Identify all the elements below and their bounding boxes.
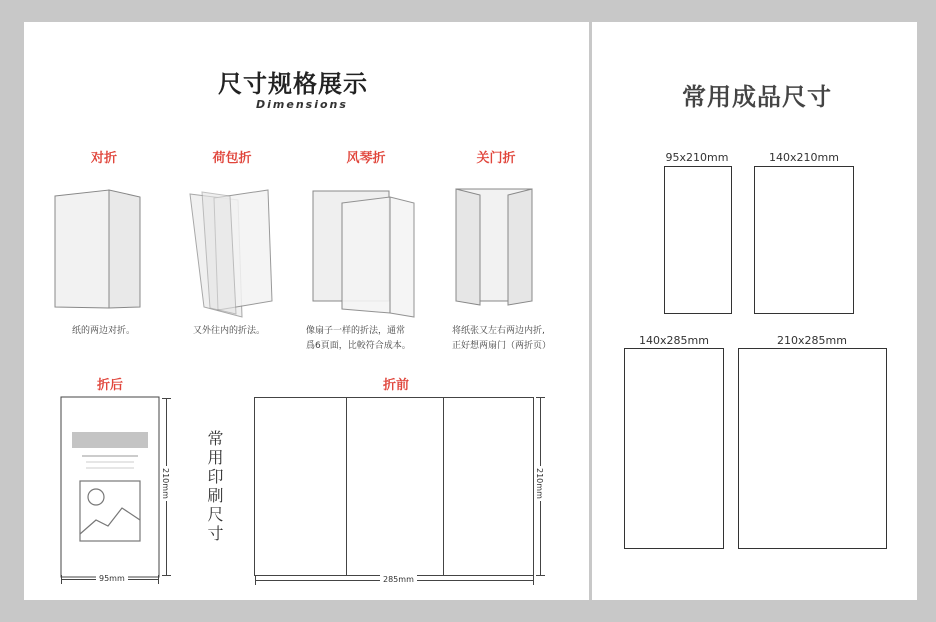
before-width-dim: 285mm	[380, 575, 417, 584]
fold-desc-pocket: 又外往内的折法。	[193, 326, 266, 336]
size-label-140x210: 140x210mm	[769, 151, 839, 164]
size-box-95x210	[664, 166, 732, 314]
size-box-140x285	[624, 348, 724, 549]
bifold-illustration	[49, 182, 149, 312]
before-fold-label: 折前	[382, 378, 409, 393]
before-height-dim: 210mm	[535, 468, 544, 499]
left-panel	[24, 22, 589, 600]
size-label-210x285: 210x285mm	[777, 334, 847, 347]
folded-leaflet	[60, 396, 160, 578]
unfolded-sheet	[254, 397, 534, 577]
after-width-dim: 95mm	[96, 574, 128, 583]
accordion-fold-illustration	[310, 189, 425, 329]
fold-desc-accordion-1: 像扇子一样的折法，通常	[306, 326, 406, 336]
fold-desc-gate-2: 正好想两扇门（两折页）	[452, 341, 552, 351]
size-box-140x210	[754, 166, 854, 314]
fold-label-pocket: 荷包折	[212, 151, 252, 166]
fold-label-accordion: 风琴折	[346, 151, 386, 166]
right-panel	[592, 22, 917, 600]
size-label-140x285: 140x285mm	[639, 334, 709, 347]
fold-label-gate: 关门折	[476, 151, 516, 166]
size-box-210x285	[738, 348, 887, 549]
gate-fold-illustration	[450, 185, 540, 310]
pocket-fold-illustration	[184, 184, 284, 319]
after-height-dim: 210mm	[161, 468, 170, 499]
fold-desc-accordion-2: 爲6頁面，比較符合成本。	[306, 341, 411, 351]
fold-desc-gate-1: 将纸张又左右两边内折,	[452, 326, 545, 336]
page-title: 尺寸规格展示	[218, 70, 368, 98]
fold-desc-bi: 纸的两边对折。	[72, 326, 136, 336]
fold-label-bi: 对折	[90, 151, 117, 166]
size-label-95x210: 95x210mm	[665, 151, 729, 164]
title-bar-placeholder	[72, 432, 148, 448]
common-sizes-title: 常用成品尺寸	[682, 83, 832, 111]
page-subtitle: Dimensions	[256, 98, 348, 111]
after-fold-label: 折后	[96, 378, 123, 393]
common-print-size-text: 常用印刷尺寸	[205, 430, 224, 544]
